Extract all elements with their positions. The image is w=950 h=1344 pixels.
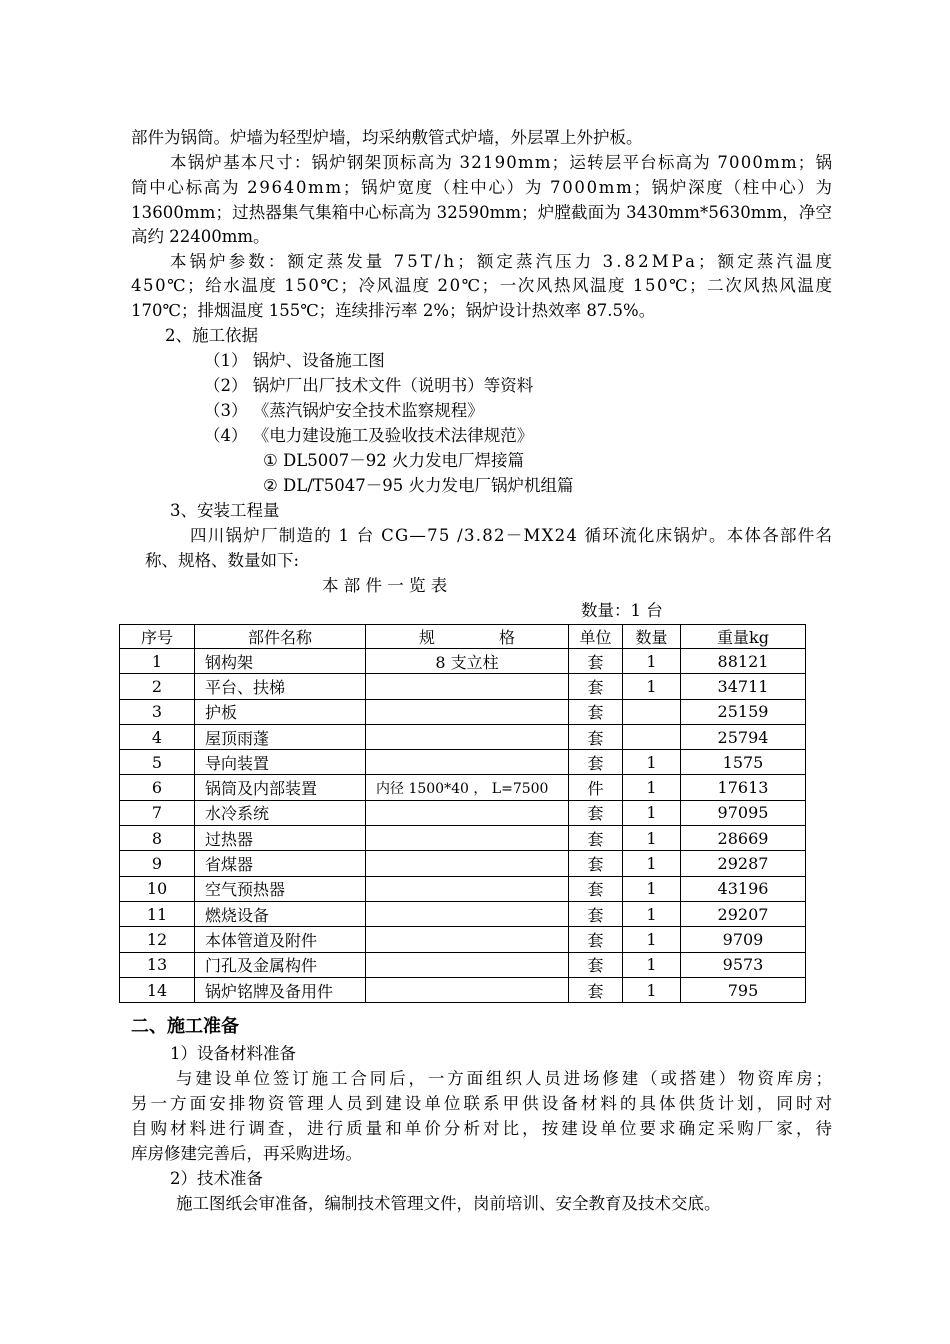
part-qty: 1 bbox=[623, 977, 681, 1002]
prep-para1-line-1: 与建设单位签订施工合同后，一方面组织人员进场修建（或搭建）物资库房； bbox=[176, 1069, 835, 1088]
part-qty: 1 bbox=[623, 800, 681, 825]
part-unit: 件 bbox=[569, 775, 623, 800]
col-header-index: 序号 bbox=[120, 625, 195, 649]
part-weight: 25159 bbox=[681, 699, 806, 724]
part-name: 护板 bbox=[195, 699, 366, 724]
prep-sub-heading-1: 1）设备材料准备 bbox=[170, 1044, 296, 1063]
part-spec bbox=[366, 901, 569, 926]
prep-para1-line-4: 库房修建完善后，再采购进场。 bbox=[131, 1144, 362, 1163]
row-index: 6 bbox=[120, 775, 195, 800]
table-row bbox=[120, 952, 806, 977]
table-row bbox=[120, 674, 806, 699]
part-weight: 9573 bbox=[681, 952, 806, 977]
col-header-unit: 单位 bbox=[569, 625, 623, 649]
table-row bbox=[120, 750, 806, 775]
part-qty: 1 bbox=[623, 674, 681, 699]
table-row bbox=[120, 649, 806, 674]
install-heading: 3、安装工程量 bbox=[170, 501, 280, 520]
part-spec bbox=[366, 674, 569, 699]
basis-item-4: （4） 《电力建设施工及验收技术法律规范》 bbox=[204, 426, 534, 445]
part-unit: 套 bbox=[569, 699, 623, 724]
part-qty: 1 bbox=[623, 927, 681, 952]
part-qty bbox=[623, 699, 681, 724]
basis-item-2: （2） 锅炉厂出厂技术文件（说明书）等资料 bbox=[204, 376, 534, 395]
table-row bbox=[120, 724, 806, 749]
table-title: 本 部 件 一 览 表 bbox=[322, 576, 448, 595]
part-weight: 795 bbox=[681, 977, 806, 1002]
part-unit: 套 bbox=[569, 977, 623, 1002]
intro-line-7: 450℃；给水温度 150℃；冷风温度 20℃；一次风热风温度 150℃；二次风热风温度 bbox=[131, 276, 834, 295]
part-weight: 28669 bbox=[681, 826, 806, 851]
parts-table bbox=[119, 624, 806, 1003]
install-line-1: 四川锅炉厂制造的 1 台 CG—75 /3.82－MX24 循环流化床锅炉。本体各部件名 bbox=[190, 526, 834, 545]
intro-line-1: 部件为锅筒。炉墙为轻型炉墙，均采纳敷管式炉墙，外层罩上外护板。 bbox=[131, 128, 643, 147]
part-weight: 34711 bbox=[681, 674, 806, 699]
prep-para1-line-2: 另一方面安排物资管理人员到建设单位联系甲供设备材料的具体供货计划，同时对 bbox=[131, 1094, 836, 1113]
part-spec bbox=[366, 952, 569, 977]
part-weight: 9709 bbox=[681, 927, 806, 952]
part-spec bbox=[366, 851, 569, 876]
table-row bbox=[120, 851, 806, 876]
part-name: 燃烧设备 bbox=[195, 901, 366, 926]
part-name: 水冷系统 bbox=[195, 800, 366, 825]
part-unit: 套 bbox=[569, 800, 623, 825]
row-index: 7 bbox=[120, 800, 195, 825]
part-unit: 套 bbox=[569, 649, 623, 674]
col-header-weight: 重量kg bbox=[681, 625, 806, 649]
part-spec: 内径 1500*40 ， L=7500 bbox=[366, 775, 569, 800]
part-unit: 套 bbox=[569, 901, 623, 926]
part-name: 空气预热器 bbox=[195, 876, 366, 901]
col-header-spec: 规 格 bbox=[366, 625, 569, 649]
basis-sub-item-1: ① DL5007－92 火力发电厂焊接篇 bbox=[263, 451, 524, 470]
row-index: 4 bbox=[120, 724, 195, 749]
part-name: 平台、扶梯 bbox=[195, 674, 366, 699]
part-qty: 1 bbox=[623, 775, 681, 800]
intro-line-6: 本锅炉参数：额定蒸发量 75T/h；额定蒸汽压力 3.82MPa；额定蒸汽温度 bbox=[170, 252, 836, 271]
part-qty: 1 bbox=[623, 649, 681, 674]
part-spec bbox=[366, 876, 569, 901]
row-index: 13 bbox=[120, 952, 195, 977]
part-spec bbox=[366, 750, 569, 775]
part-spec bbox=[366, 699, 569, 724]
part-spec: 8 支立柱 bbox=[366, 649, 569, 674]
part-spec bbox=[366, 724, 569, 749]
part-weight: 17613 bbox=[681, 775, 806, 800]
intro-line-4: 13600mm；过热器集气集箱中心标高为 32590mm；炉膛截面为 3430mm*5630mm，净空 bbox=[131, 203, 833, 222]
table-row bbox=[120, 876, 806, 901]
part-unit: 套 bbox=[569, 876, 623, 901]
part-qty: 1 bbox=[623, 750, 681, 775]
part-name: 锅炉铭牌及备用件 bbox=[195, 977, 366, 1002]
intro-line-2: 本锅炉基本尺寸：锅炉钢架顶标高为 32190mm；运转层平台标高为 7000mm；锅 bbox=[170, 153, 834, 172]
col-header-name: 部件名称 bbox=[195, 625, 366, 649]
part-weight: 29207 bbox=[681, 901, 806, 926]
part-weight: 25794 bbox=[681, 724, 806, 749]
part-name: 本体管道及附件 bbox=[195, 927, 366, 952]
table-row bbox=[120, 901, 806, 926]
part-unit: 套 bbox=[569, 826, 623, 851]
part-qty bbox=[623, 724, 681, 749]
part-unit: 套 bbox=[569, 927, 623, 952]
part-unit: 套 bbox=[569, 674, 623, 699]
part-qty: 1 bbox=[623, 901, 681, 926]
basis-sub-item-2: ② DL/T5047－95 火力发电厂锅炉机组篇 bbox=[263, 476, 574, 495]
quantity-note: 数量：1 台 bbox=[581, 601, 663, 620]
part-name: 过热器 bbox=[195, 826, 366, 851]
part-name: 钢构架 bbox=[195, 649, 366, 674]
table-body bbox=[120, 649, 806, 1003]
part-name: 导向装置 bbox=[195, 750, 366, 775]
part-name: 锅筒及内部装置 bbox=[195, 775, 366, 800]
basis-item-1: （1） 锅炉、设备施工图 bbox=[204, 351, 385, 370]
table-row bbox=[120, 826, 806, 851]
part-unit: 套 bbox=[569, 851, 623, 876]
install-line-2: 称、规格、数量如下: bbox=[145, 551, 300, 570]
prep-para2: 施工图纸会审准备，编制技术管理文件，岗前培训、安全教育及技术交底。 bbox=[176, 1194, 721, 1213]
part-unit: 套 bbox=[569, 724, 623, 749]
row-index: 9 bbox=[120, 851, 195, 876]
intro-line-3: 筒中心标高为 29640mm；锅炉宽度（柱中心）为 7000mm；锅炉深度（柱中心）为 bbox=[131, 178, 834, 197]
part-unit: 套 bbox=[569, 750, 623, 775]
part-spec bbox=[366, 927, 569, 952]
row-index: 2 bbox=[120, 674, 195, 699]
part-name: 门孔及金属构件 bbox=[195, 952, 366, 977]
intro-line-8: 170℃；排烟温度 155℃；连续排污率 2%；锅炉设计热效率 87.5%。 bbox=[131, 301, 656, 320]
part-qty: 1 bbox=[623, 826, 681, 851]
part-weight: 29287 bbox=[681, 851, 806, 876]
part-qty: 1 bbox=[623, 851, 681, 876]
part-weight: 1575 bbox=[681, 750, 806, 775]
prep-sub-heading-2: 2）技术准备 bbox=[170, 1169, 263, 1188]
table-row bbox=[120, 977, 806, 1002]
table-row bbox=[120, 699, 806, 724]
table-row bbox=[120, 775, 806, 800]
part-spec bbox=[366, 977, 569, 1002]
row-index: 11 bbox=[120, 901, 195, 926]
part-spec bbox=[366, 800, 569, 825]
part-weight: 97095 bbox=[681, 800, 806, 825]
section-heading-prep: 二、施工准备 bbox=[131, 1016, 239, 1037]
part-weight: 43196 bbox=[681, 876, 806, 901]
basis-heading: 2、施工依据 bbox=[165, 326, 258, 345]
table-row bbox=[120, 800, 806, 825]
row-index: 1 bbox=[120, 649, 195, 674]
part-qty: 1 bbox=[623, 952, 681, 977]
part-name: 省煤器 bbox=[195, 851, 366, 876]
intro-line-5: 高约 22400mm。 bbox=[131, 227, 270, 246]
part-weight: 88121 bbox=[681, 649, 806, 674]
row-index: 8 bbox=[120, 826, 195, 851]
part-qty: 1 bbox=[623, 876, 681, 901]
row-index: 5 bbox=[120, 750, 195, 775]
row-index: 10 bbox=[120, 876, 195, 901]
row-index: 14 bbox=[120, 977, 195, 1002]
prep-para1-line-3: 自购材料进行调查，进行质量和单价分析对比，按建设单位要求确定采购厂家，待 bbox=[131, 1119, 836, 1138]
col-header-qty: 数量 bbox=[623, 625, 681, 649]
table-header-row bbox=[120, 625, 806, 649]
basis-item-3: （3） 《蒸汽锅炉安全技术监察规程》 bbox=[204, 401, 484, 420]
part-spec bbox=[366, 826, 569, 851]
part-unit: 套 bbox=[569, 952, 623, 977]
row-index: 12 bbox=[120, 927, 195, 952]
part-name: 屋顶雨蓬 bbox=[195, 724, 366, 749]
table-row bbox=[120, 927, 806, 952]
row-index: 3 bbox=[120, 699, 195, 724]
